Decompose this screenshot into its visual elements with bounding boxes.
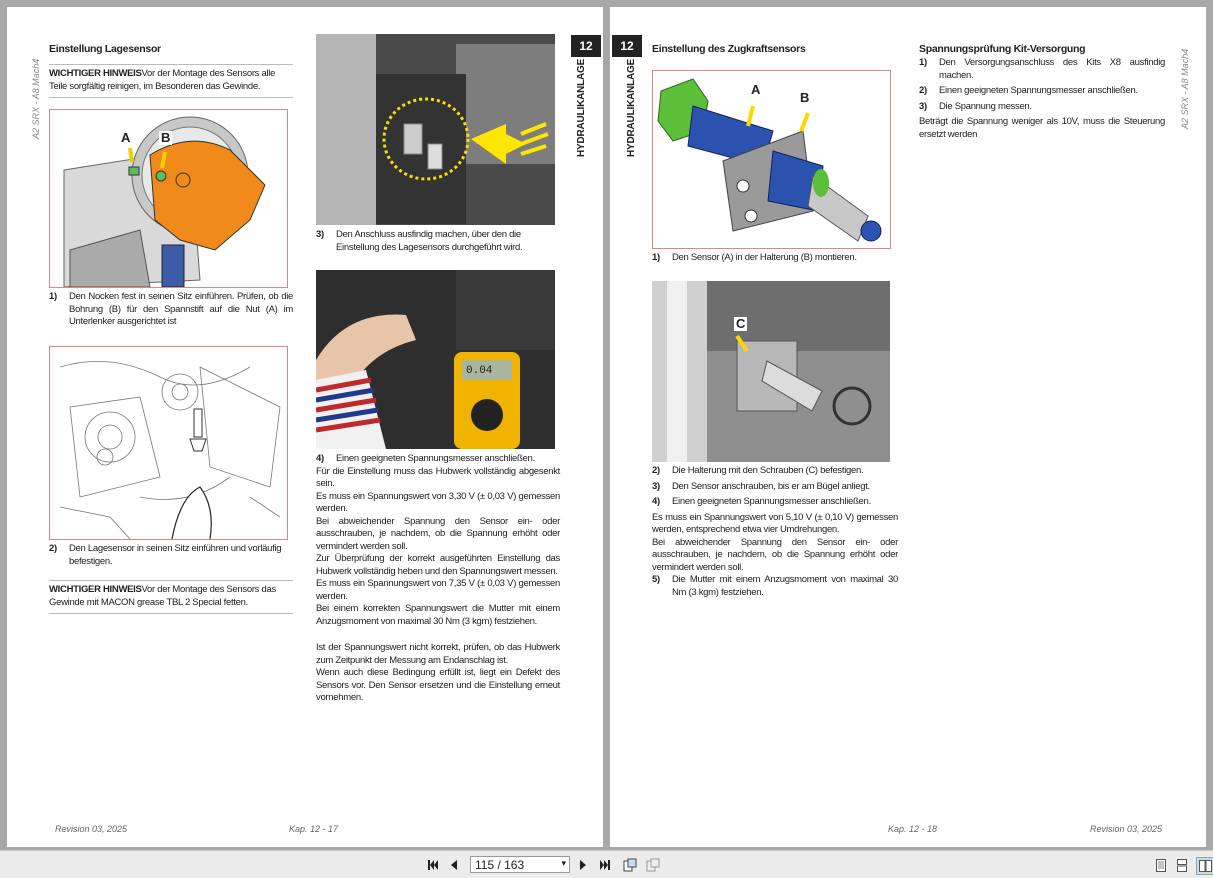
page-number-select[interactable]: [470, 856, 570, 873]
para: Bei abweichender Spannung den Sensor ein- oder ausschrauben, je nachdem, ob die Spannung erhöht oder vermindert werden soll.: [316, 515, 560, 552]
footer-page: Kap. 12 - 18: [888, 824, 938, 834]
copy-view-icon[interactable]: [645, 857, 661, 873]
para: Bei abweichender Spannung den Sensor ein- oder ausschrauben, je nachdem, ob die Spannung erhöht oder vermindert werden soll.: [652, 536, 898, 573]
footer-page: Kap. 12 - 17: [289, 824, 339, 834]
label-b: B: [161, 130, 171, 145]
step-1: 1) Den Sensor (A) in der Halterung (B) montieren.: [652, 252, 857, 263]
viewer-toolbar: [0, 850, 1213, 878]
section2-block: 1) Den Versorgungsanschluss des Kits X8 ausfindig machen. 2) Einen geeigneten Spannungsmesser anschließen. 3) Die Spannung messen. Beträgt die Spannung weniger als 10V, muss die Steuerung ersetzt werden: [919, 57, 1165, 140]
chapter-number-box: 12: [612, 35, 642, 57]
label-b: B: [800, 90, 810, 105]
side-margin-text: A2 SRX - A8 Mach4: [31, 58, 41, 139]
chapter-number-box: 12: [571, 35, 601, 57]
rotate-view-icon[interactable]: [622, 857, 638, 873]
para: Wenn auch diese Bedingung erfüllt ist, liegt ein Defekt des Sensors vor. Den Sensor ersetzen und die Einstellung erneut vornehmen.: [316, 667, 560, 703]
para: Zur Überprüfung der korrekt ausgeführten Einstellung das Hubwerk vollständig heben und den Spannungswert messen.: [316, 553, 560, 577]
cam-drawing: [49, 109, 288, 288]
chapter-name: HYDRAULIKANLAGE: [576, 58, 587, 157]
meter-display: 0.04: [466, 365, 493, 377]
chapter-name: HYDRAULIKANLAGE: [626, 58, 637, 157]
section2-title: Spannungsprüfung Kit-Versorgung: [919, 43, 1086, 55]
important-note: [49, 64, 293, 98]
para: Es muss ein Spannungswert von 7,35 V (± 0,03 V) gemessen werden.: [316, 578, 560, 602]
label-a: A: [751, 82, 761, 97]
dropdown-arrow-icon: ▾: [561, 858, 566, 868]
steps-block: 2) Die Halterung mit den Schrauben (C) befestigen. 3) Den Sensor anschrauben, bis er am Bügel anliegt. 4) Einen geeigneten Spannungsmesser anschließen. Es muss ein Spannungswert von 5,10 V (± 0,10 V) gemessen werden, entsprechend etwa vier Umdrehungen. Bei abweichender Spannung den Sensor ein- oder ausschrauben, je nachdem, ob die Spannung erhöht oder vermindert werden soll. 5) Die Mutter mit einem Anzugsmoment von maximal 30 Nm (3 kgm) festziehen.: [652, 465, 898, 598]
step-2: 2) Den Lagesensor in seinen Sitz einführen und vorläufig befestigen.: [49, 543, 282, 567]
section-title: Einstellung des Zugkraftsensors: [652, 43, 806, 55]
footer-revision: Revision 03, 2025: [55, 824, 128, 834]
step-1: 1) Den Nocken fest in seinen Sitz einführen. Prüfen, ob die Bohrung (B) für den Spannstift auf die Nut (A) im Unterlenker ausgerichtet ist: [49, 291, 293, 327]
connector-photo: [316, 34, 555, 225]
next-page-icon[interactable]: [577, 857, 589, 873]
label-c: C: [736, 316, 746, 331]
note-text: Vor der Montage des Sensors das Gewinde mit MACON grease TBL 2 Special fetten.: [49, 584, 276, 608]
step-4-block: 4) Einen geeigneten Spannungsmesser anschließen. Für die Einstellung muss das Hubwerk vollständig abgesenkt sein. Es muss ein Spannungswert von 3,30 V (± 0,03 V) gemessen werden. Bei abweichender Spannung den Sensor ein- oder ausschrauben, je nachdem, ob die Spannung erhöht oder vermindert werden soll. Zur Überprüfung der korrekt ausgeführten Einstellung das Hubwerk vollständig heben und den Spannungswert messen. Es muss ein Spannungswert von 7,35 V (± 0,03 V) gemessen werden. Bei einem korrekten Spannungswert die Mutter mit einem Anzugsmoment von maximal 30 Nm (3 kgm) festziehen. Ist der Spannungswert nicht korrekt, prüfen, ob das Hubwerk zum Zeitpunkt der Messung am Endanschlag ist. Wenn auch diese Bedingung erfüllt ist, liegt ein Defekt des Sensors vor. Den Sensor ersetzen und die Einstellung erneut vornehmen.: [316, 453, 560, 703]
side-margin-text: A2 SRX - A8 Mach4: [1180, 48, 1190, 129]
right-page: [610, 7, 1206, 847]
para: Ist der Spannungswert nicht korrekt, prüfen, ob das Hubwerk zum Zeitpunkt der Messung am Endanschlag ist.: [316, 642, 560, 666]
two-page-view-icon[interactable]: [1196, 857, 1213, 875]
note-text: Vor der Montage des Sensors alle Teile sorgfältig reinigen, im Besonderen das Gewinde.: [49, 68, 276, 92]
para: Es muss ein Spannungswert von 5,10 V (± 0,10 V) gemessen werden, entsprechend etwa vier Umdrehungen.: [652, 511, 898, 535]
label-a: A: [121, 130, 131, 145]
single-page-view-icon[interactable]: [1154, 857, 1168, 873]
multimeter-photo: [316, 270, 555, 449]
bracket-photo: [652, 281, 890, 462]
para: Beträgt die Spannung weniger als 10V, muss die Steuerung ersetzt werden: [919, 116, 1165, 140]
prev-page-icon[interactable]: [448, 857, 460, 873]
left-page: [7, 7, 603, 847]
last-page-icon[interactable]: [598, 857, 612, 873]
para: Bei einem korrekten Spannungswert die Mutter mit einem Anzugsmoment von maximal 30 Nm (3 kgm) festziehen.: [316, 603, 560, 627]
footer-revision: Revision 03, 2025: [1090, 824, 1163, 834]
step-3: 3) Den Anschluss ausfindig machen, über den die Einstellung des Lagesensors durchgeführt wird.: [316, 229, 523, 253]
para: Es muss ein Spannungswert von 3,30 V (± 0,03 V) gemessen werden.: [316, 490, 560, 514]
sensor-line-drawing: [49, 346, 288, 540]
section-title: Einstellung Lagesensor: [49, 43, 161, 55]
note-label: WICHTIGER HINWEIS: [49, 584, 142, 595]
important-note-2: [49, 580, 293, 614]
continuous-view-icon[interactable]: [1175, 857, 1189, 873]
tension-sensor-drawing: [652, 70, 891, 249]
para: Für die Einstellung muss das Hubwerk vollständig abgesenkt sein.: [316, 465, 560, 489]
note-label: WICHTIGER HINWEIS: [49, 68, 142, 79]
first-page-icon[interactable]: [426, 857, 440, 873]
page-indicator: 115 / 163: [475, 857, 525, 872]
